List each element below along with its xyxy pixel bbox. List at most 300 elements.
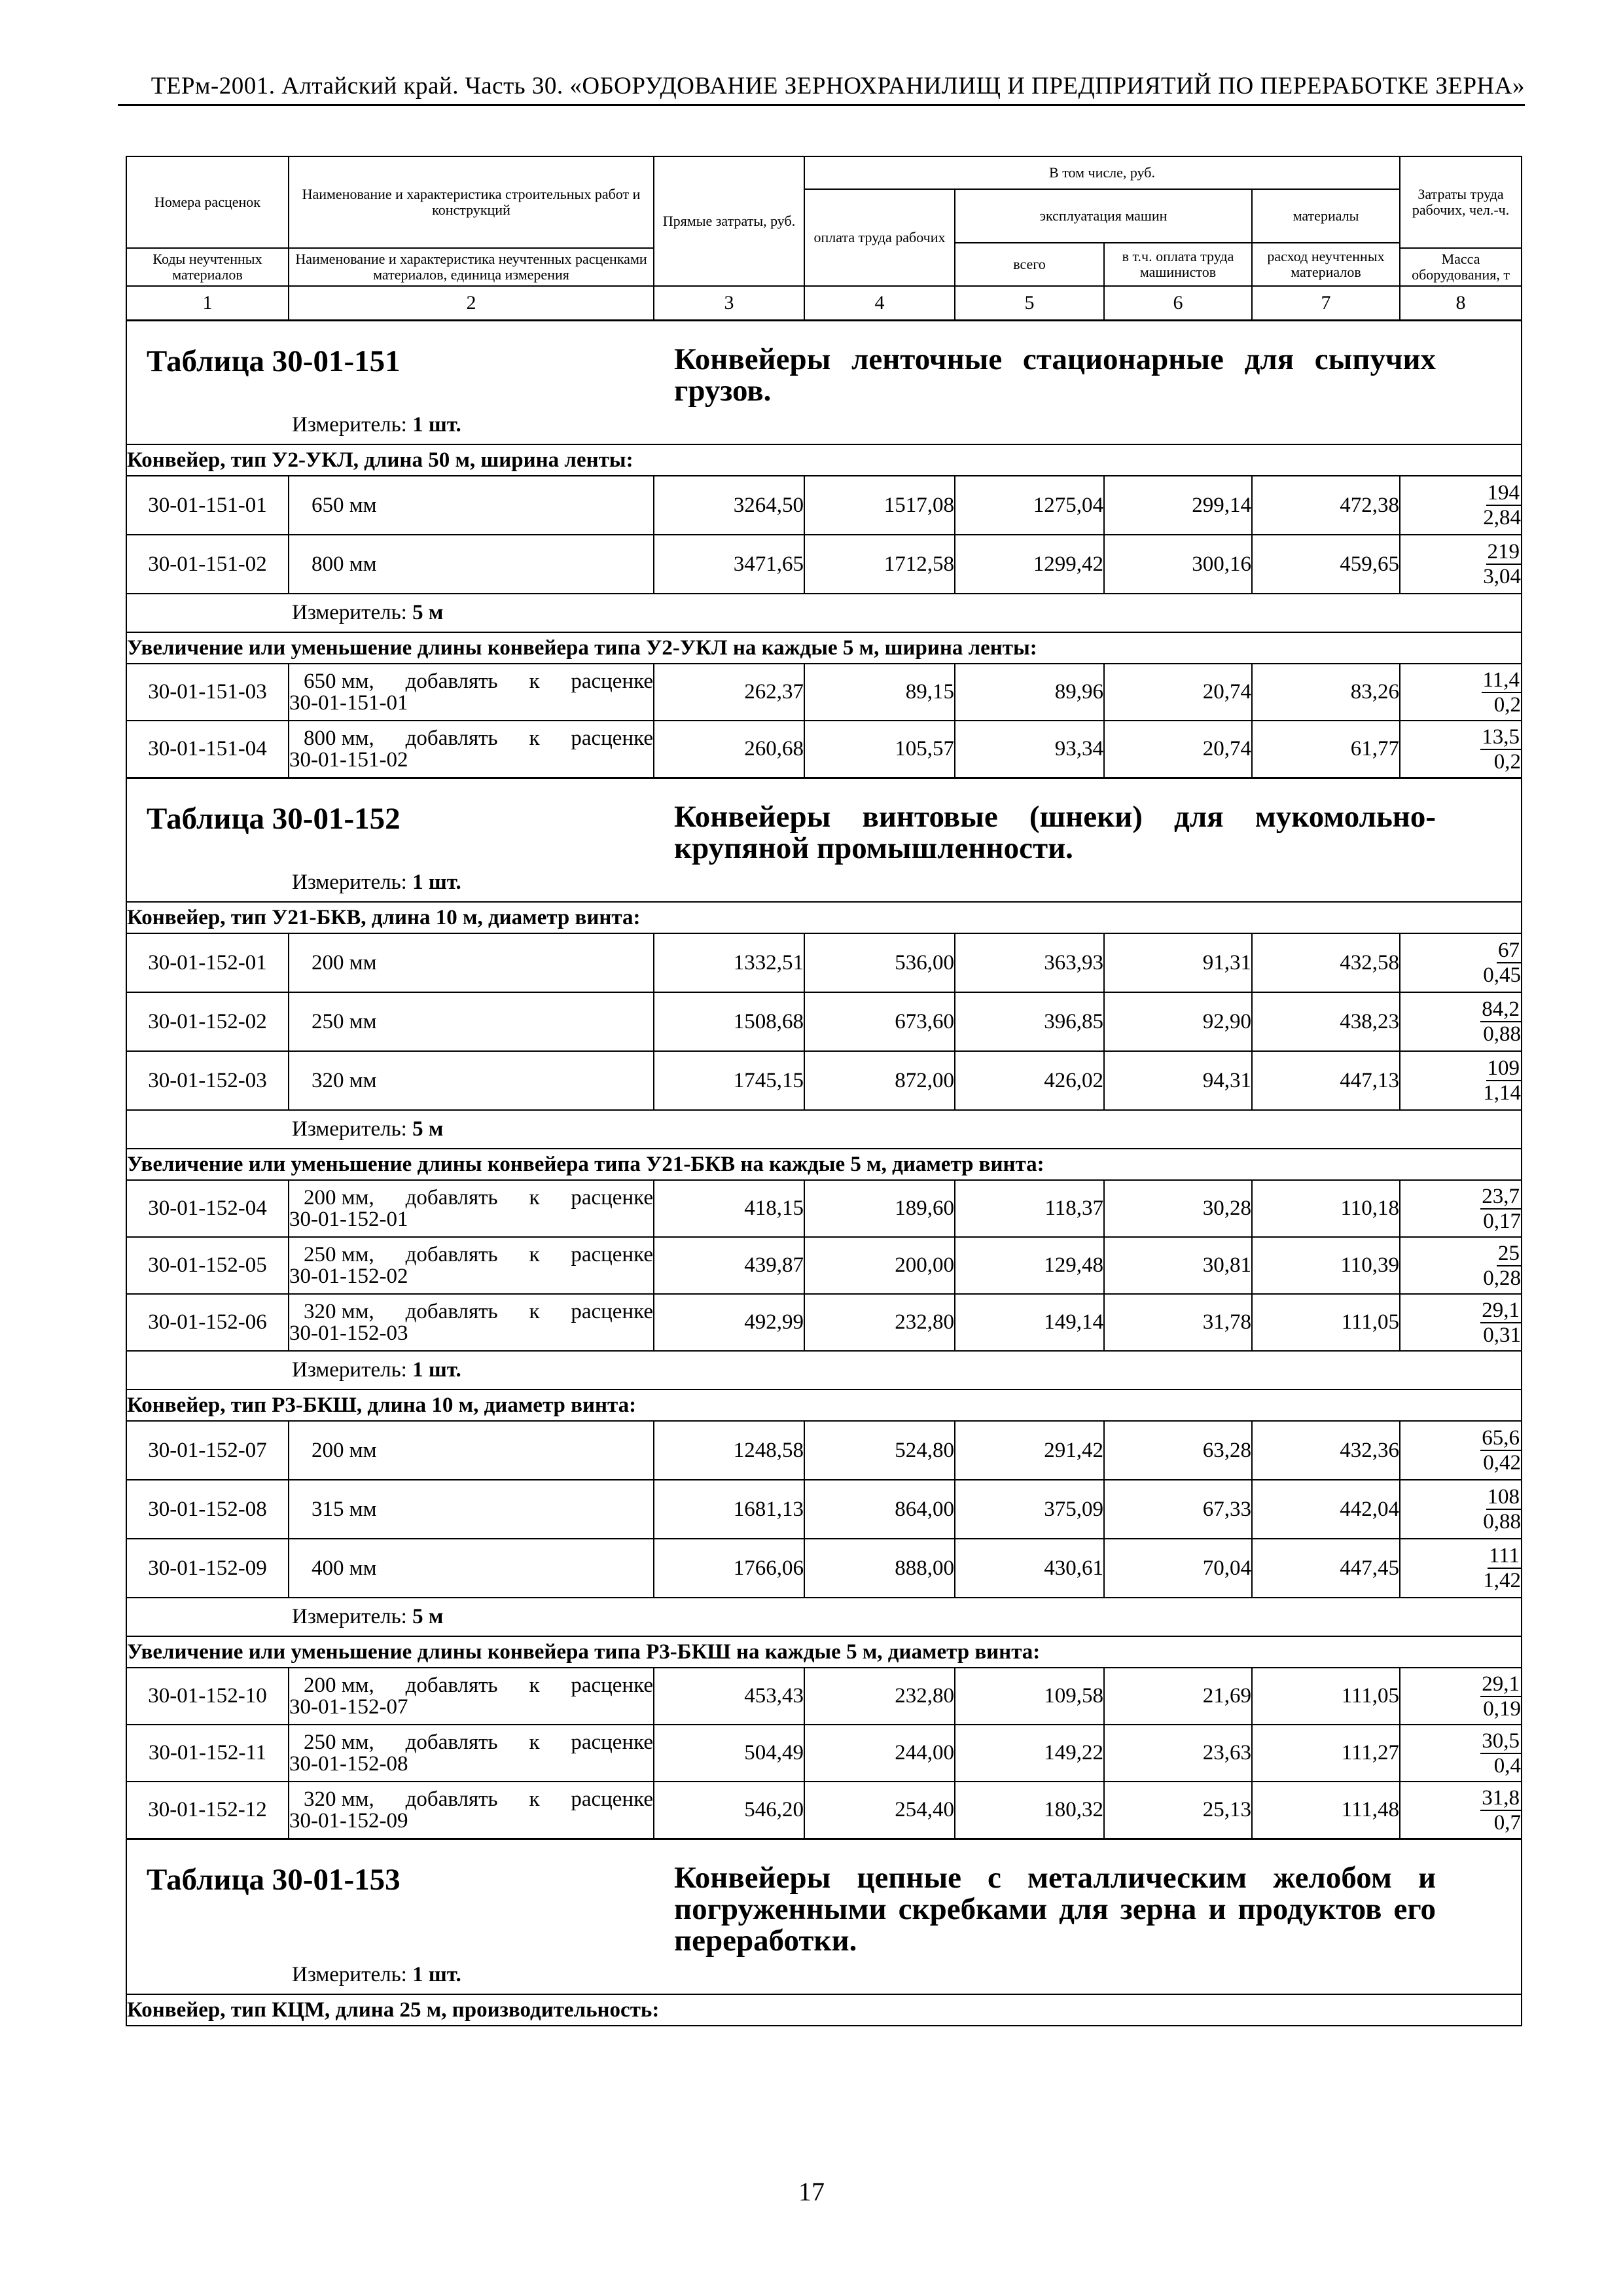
table-row (126, 1180, 1522, 1237)
labor-wage: 89,15 (804, 664, 955, 721)
meter-value: 1 шт. (412, 1358, 461, 1382)
work-name: 315 мм (289, 1480, 654, 1539)
materials-cost: 111,05 (1252, 1294, 1400, 1351)
labor-wage: 888,00 (804, 1539, 955, 1598)
rate-code: 30-01-151-02 (126, 535, 289, 594)
direct-cost: 1508,68 (654, 992, 804, 1051)
rate-code: 30-01-152-12 (126, 1782, 289, 1839)
rate-code: 30-01-152-06 (126, 1294, 289, 1351)
group-heading: Конвейер, тип У21-БКВ, длина 10 м, диаметр винта: (126, 902, 1522, 933)
work-name-word: к (529, 1299, 540, 1323)
hdr-work-name: Наименование и характеристика строительных работ и конструкций (289, 156, 654, 248)
machine-cost: 118,37 (955, 1180, 1104, 1237)
labor-wage: 244,00 (804, 1725, 955, 1782)
labor-costs-value: 111 (1488, 1544, 1520, 1568)
meter-row (126, 1598, 1522, 1636)
direct-cost: 262,37 (654, 664, 804, 721)
work-name-line (289, 1187, 653, 1209)
work-name-word: добавлять (405, 1787, 498, 1811)
equipment-mass-value: 0,4 (1493, 1753, 1522, 1778)
rate-code: 30-01-152-04 (126, 1180, 289, 1237)
machine-cost: 109,58 (955, 1668, 1104, 1725)
table-row (126, 721, 1522, 778)
labor-costs-value: 29,1 (1482, 1672, 1520, 1696)
table-row (126, 1539, 1522, 1598)
table-title: Конвейеры винтовые (шнеки) для мукомольно-крупяной промышленности. (674, 800, 1436, 865)
work-name (289, 1237, 654, 1294)
fraction-top-line (1400, 1729, 1521, 1754)
meter-prefix: Измеритель: (292, 601, 413, 624)
machinist-wage: 94,31 (1104, 1051, 1252, 1110)
meter-line (127, 864, 1521, 901)
machine-cost: 93,34 (955, 721, 1104, 778)
table-row (126, 933, 1522, 992)
hdr-labor-costs: Затраты труда рабочих, чел.-ч. (1400, 156, 1522, 248)
meter-prefix: Измеритель: (292, 1117, 413, 1141)
rate-code: 30-01-151-01 (126, 476, 289, 535)
direct-cost: 546,20 (654, 1782, 804, 1839)
labor-wage: 872,00 (804, 1051, 955, 1110)
meter-prefix: Измеритель: (292, 1963, 413, 1986)
hdr-unaccounted-names: Наименование и характеристика неучтенных расценками материалов, единица измерения (289, 248, 654, 286)
labor-mass-fraction (1400, 535, 1522, 594)
fraction-top-line (1400, 1786, 1521, 1811)
materials-cost: 432,36 (1252, 1421, 1400, 1480)
meter-value: 5 м (412, 601, 444, 624)
materials-cost: 447,13 (1252, 1051, 1400, 1110)
work-name-word: расценке (571, 1730, 653, 1754)
machine-cost: 129,48 (955, 1237, 1104, 1294)
labor-wage: 189,60 (804, 1180, 955, 1237)
group-row (126, 902, 1522, 933)
table-row (126, 1480, 1522, 1539)
labor-wage: 1712,58 (804, 535, 955, 594)
materials-cost: 111,27 (1252, 1725, 1400, 1782)
table-row (126, 1782, 1522, 1839)
machine-cost: 1299,42 (955, 535, 1104, 594)
labor-wage: 200,00 (804, 1237, 955, 1294)
running-header: ТЕРм-2001. Алтайский край. Часть 30. «ОБОРУДОВАНИЕ ЗЕРНОХРАНИЛИЩ И ПРЕДПРИЯТИЙ ПО ПЕРЕРАБОТКЕ ЗЕРНА» (118, 72, 1525, 106)
fraction-top-line (1400, 1544, 1521, 1569)
materials-cost: 459,65 (1252, 535, 1400, 594)
labor-costs-value: 108 (1487, 1485, 1520, 1509)
machine-cost: 396,85 (955, 992, 1104, 1051)
work-name-size: 250 мм, (304, 1242, 374, 1266)
work-name-ref: 30-01-151-01 (289, 691, 408, 715)
group-heading: Конвейер, тип КЦМ, длина 25 м, производительность: (126, 1994, 1522, 2026)
equipment-mass-value: 0,17 (1483, 1209, 1522, 1233)
equipment-mass-value: 1,14 (1483, 1081, 1522, 1105)
table-row (126, 992, 1522, 1051)
labor-mass-fraction (1400, 1421, 1522, 1480)
meter-row (126, 1351, 1522, 1390)
labor-wage: 536,00 (804, 933, 955, 992)
machine-cost: 1275,04 (955, 476, 1104, 535)
work-name-ref: 30-01-152-09 (289, 1808, 408, 1833)
labor-mass-fraction (1400, 1180, 1522, 1237)
work-name-word: добавлять (405, 726, 498, 750)
meter-cell (126, 1598, 1522, 1636)
direct-cost: 3471,65 (654, 535, 804, 594)
table-row (126, 535, 1522, 594)
work-name-size: 250 мм, (304, 1730, 374, 1754)
machinist-wage: 92,90 (1104, 992, 1252, 1051)
table-row (126, 1051, 1522, 1110)
machine-cost: 291,42 (955, 1421, 1104, 1480)
materials-cost: 61,77 (1252, 721, 1400, 778)
rate-code: 30-01-152-11 (126, 1725, 289, 1782)
labor-wage: 232,80 (804, 1294, 955, 1351)
page-number: 17 (798, 2177, 825, 2206)
work-name-word: к (529, 1242, 540, 1266)
fraction-top-line (1400, 1485, 1521, 1510)
labor-mass-fraction (1400, 1051, 1522, 1110)
direct-cost: 3264,50 (654, 476, 804, 535)
column-number: 4 (804, 286, 955, 321)
section-heading (127, 321, 1521, 406)
meter-line (127, 1598, 1521, 1636)
fraction-top-line (1400, 1299, 1521, 1323)
labor-costs-value: 219 (1487, 540, 1520, 564)
work-name-line (289, 671, 653, 692)
fraction-top-line (1400, 668, 1521, 693)
labor-wage: 673,60 (804, 992, 955, 1051)
work-name-word: к (529, 726, 540, 750)
labor-mass-fraction (1400, 664, 1522, 721)
group-heading: Увеличение или уменьшение длины конвейера типа У21-БКВ на каждые 5 м, диаметр винта: (126, 1149, 1522, 1180)
fraction-top-line (1400, 1426, 1521, 1451)
hdr-machine-operation: эксплуатация машин (955, 189, 1252, 243)
machinist-wage: 63,28 (1104, 1421, 1252, 1480)
fraction-top-line (1400, 939, 1521, 963)
machinist-wage: 67,33 (1104, 1480, 1252, 1539)
table-body (126, 156, 1522, 2026)
materials-cost: 111,05 (1252, 1668, 1400, 1725)
work-name-word: расценке (571, 1299, 653, 1323)
machinist-wage: 300,16 (1104, 535, 1252, 594)
meter-line (127, 1352, 1521, 1389)
labor-wage: 524,80 (804, 1421, 955, 1480)
rate-code: 30-01-151-04 (126, 721, 289, 778)
hdr-unaccounted-consumption: расход неучтенных материалов (1252, 243, 1400, 286)
work-name: 250 мм (289, 992, 654, 1051)
machinist-wage: 23,63 (1104, 1725, 1252, 1782)
equipment-mass-value: 0,88 (1483, 1510, 1522, 1534)
work-name-word: к (529, 1787, 540, 1811)
column-number: 8 (1400, 286, 1522, 321)
table-label: Таблица 30-01-153 (147, 1863, 401, 1897)
rate-code: 30-01-152-07 (126, 1421, 289, 1480)
materials-cost: 447,45 (1252, 1539, 1400, 1598)
work-name: 320 мм (289, 1051, 654, 1110)
column-number: 6 (1104, 286, 1252, 321)
meter-row (126, 1110, 1522, 1149)
fraction-top-line (1400, 540, 1521, 565)
fraction-top-line (1400, 481, 1521, 506)
work-name-word: к (529, 669, 540, 693)
equipment-mass-value: 0,2 (1493, 692, 1522, 717)
column-number: 1 (126, 286, 289, 321)
machinist-wage: 20,74 (1104, 664, 1252, 721)
rates-table (126, 156, 1522, 2026)
meter-value: 5 м (412, 1605, 444, 1628)
direct-cost: 1248,58 (654, 1421, 804, 1480)
work-name: 400 мм (289, 1539, 654, 1598)
meter-prefix: Измеритель: (292, 413, 413, 437)
equipment-mass-value: 3,04 (1483, 565, 1522, 588)
work-name-word: добавлять (405, 1242, 498, 1266)
work-name-word: добавлять (405, 1299, 498, 1323)
work-name: 800 мм (289, 535, 654, 594)
table-row (126, 1668, 1522, 1725)
materials-cost: 438,23 (1252, 992, 1400, 1051)
machine-cost: 149,14 (955, 1294, 1104, 1351)
rate-code: 30-01-151-03 (126, 664, 289, 721)
hdr-labor-wages: оплата труда рабочих (804, 189, 955, 286)
materials-cost: 442,04 (1252, 1480, 1400, 1539)
work-name-word: добавлять (405, 1673, 498, 1697)
meter-row (126, 594, 1522, 632)
direct-cost: 504,49 (654, 1725, 804, 1782)
labor-wage: 254,40 (804, 1782, 955, 1839)
work-name (289, 1180, 654, 1237)
labor-costs-value: 29,1 (1482, 1298, 1520, 1322)
machine-cost: 426,02 (955, 1051, 1104, 1110)
work-name (289, 721, 654, 778)
machine-cost: 89,96 (955, 664, 1104, 721)
labor-costs-value: 11,4 (1482, 668, 1520, 692)
meter-value: 1 шт. (412, 870, 461, 894)
machine-cost: 149,22 (955, 1725, 1104, 1782)
work-name-size: 800 мм, (304, 726, 374, 750)
meter-cell (126, 594, 1522, 632)
machinist-wage: 21,69 (1104, 1668, 1252, 1725)
fraction-top-line (1400, 1185, 1521, 1210)
labor-mass-fraction (1400, 1539, 1522, 1598)
fraction-top-line (1400, 997, 1521, 1022)
meter-line (127, 406, 1521, 444)
labor-mass-fraction (1400, 1480, 1522, 1539)
group-row (126, 1994, 1522, 2026)
work-name-word: расценке (571, 1787, 653, 1811)
machinist-wage: 30,28 (1104, 1180, 1252, 1237)
hdr-equipment-mass: Масса оборудования, т (1400, 248, 1522, 286)
labor-mass-fraction (1400, 476, 1522, 535)
fraction-top-line (1400, 1242, 1521, 1266)
group-heading: Увеличение или уменьшение длины конвейера типа У2-УКЛ на каждые 5 м, ширина ленты: (126, 632, 1522, 664)
work-name-size: 200 мм, (304, 1673, 374, 1697)
work-name-ref: 30-01-152-03 (289, 1321, 408, 1345)
labor-wage: 105,57 (804, 721, 955, 778)
machinist-wage: 20,74 (1104, 721, 1252, 778)
work-name: 200 мм (289, 933, 654, 992)
labor-costs-value: 25 (1498, 1241, 1520, 1265)
machine-cost: 430,61 (955, 1539, 1104, 1598)
direct-cost: 1745,15 (654, 1051, 804, 1110)
labor-costs-value: 31,8 (1482, 1785, 1520, 1810)
work-name-word: расценке (571, 1185, 653, 1210)
direct-cost: 260,68 (654, 721, 804, 778)
section-row (126, 321, 1522, 445)
labor-mass-fraction (1400, 1668, 1522, 1725)
machinist-wage: 31,78 (1104, 1294, 1252, 1351)
equipment-mass-value: 0,45 (1483, 963, 1522, 987)
meter-cell (126, 1351, 1522, 1390)
work-name-word: расценке (571, 669, 653, 693)
equipment-mass-value: 0,7 (1493, 1810, 1522, 1835)
work-name-word: к (529, 1730, 540, 1754)
work-name-word: добавлять (405, 1730, 498, 1754)
table-label: Таблица 30-01-151 (147, 344, 401, 378)
direct-cost: 492,99 (654, 1294, 804, 1351)
meter-value: 1 шт. (412, 1963, 461, 1986)
meter-cell (126, 1110, 1522, 1149)
fraction-top-line (1400, 1672, 1521, 1697)
work-name (289, 1782, 654, 1839)
rate-code: 30-01-152-02 (126, 992, 289, 1051)
column-number: 7 (1252, 286, 1400, 321)
labor-costs-value: 13,5 (1482, 725, 1520, 749)
fraction-top-line (1400, 1056, 1521, 1081)
rate-code: 30-01-152-09 (126, 1539, 289, 1598)
meter-line (127, 1111, 1521, 1148)
group-row (126, 1149, 1522, 1180)
materials-cost: 111,48 (1252, 1782, 1400, 1839)
section-cell (126, 321, 1522, 445)
table-row (126, 1294, 1522, 1351)
work-name-size: 650 мм, (304, 669, 374, 693)
work-name-line (289, 728, 653, 749)
machinist-wage: 91,31 (1104, 933, 1252, 992)
work-name (289, 1725, 654, 1782)
column-number-row (126, 286, 1522, 321)
work-name (289, 664, 654, 721)
work-name-word: расценке (571, 726, 653, 750)
meter-value: 1 шт. (412, 413, 461, 437)
group-row (126, 1390, 1522, 1421)
equipment-mass-value: 0,88 (1483, 1022, 1522, 1046)
equipment-mass-value: 0,2 (1493, 749, 1522, 774)
labor-mass-fraction (1400, 1294, 1522, 1351)
work-name (289, 1294, 654, 1351)
work-name-size: 200 мм, (304, 1185, 374, 1210)
table-title: Конвейеры ленточные стационарные для сыпучих грузов. (674, 342, 1436, 408)
labor-costs-value: 194 (1487, 481, 1520, 505)
materials-cost: 110,39 (1252, 1237, 1400, 1294)
labor-costs-value: 23,7 (1482, 1184, 1520, 1208)
equipment-mass-value: 0,28 (1483, 1266, 1522, 1290)
rate-code: 30-01-152-05 (126, 1237, 289, 1294)
labor-mass-fraction (1400, 933, 1522, 992)
rate-code: 30-01-152-08 (126, 1480, 289, 1539)
work-name-word: расценке (571, 1242, 653, 1266)
work-name-ref: 30-01-152-07 (289, 1695, 408, 1719)
labor-mass-fraction (1400, 1725, 1522, 1782)
labor-costs-value: 30,5 (1482, 1729, 1520, 1753)
materials-cost: 472,38 (1252, 476, 1400, 535)
labor-wage: 1517,08 (804, 476, 955, 535)
work-name-ref: 30-01-152-01 (289, 1207, 408, 1231)
section-row (126, 1839, 1522, 1995)
table-row (126, 1421, 1522, 1480)
work-name-ref: 30-01-151-02 (289, 747, 408, 772)
direct-cost: 1332,51 (654, 933, 804, 992)
equipment-mass-value: 0,31 (1483, 1323, 1522, 1347)
labor-mass-fraction (1400, 721, 1522, 778)
direct-cost: 453,43 (654, 1668, 804, 1725)
direct-cost: 1766,06 (654, 1539, 804, 1598)
direct-cost: 418,15 (654, 1180, 804, 1237)
group-row (126, 1636, 1522, 1668)
section-cell (126, 778, 1522, 903)
meter-line (127, 1956, 1521, 1994)
table-row (126, 1725, 1522, 1782)
work-name: 200 мм (289, 1421, 654, 1480)
meter-line (127, 594, 1521, 632)
work-name-word: добавлять (405, 669, 498, 693)
work-name-ref: 30-01-152-08 (289, 1751, 408, 1776)
fraction-top-line (1400, 725, 1521, 750)
work-name-word: добавлять (405, 1185, 498, 1210)
labor-mass-fraction (1400, 1237, 1522, 1294)
table-row (126, 476, 1522, 535)
group-heading: Увеличение или уменьшение длины конвейера типа Р3-БКШ на каждые 5 м, диаметр винта: (126, 1636, 1522, 1668)
direct-cost: 439,87 (654, 1237, 804, 1294)
work-name-line (289, 1675, 653, 1696)
work-name-word: к (529, 1185, 540, 1210)
equipment-mass-value: 1,42 (1483, 1569, 1522, 1592)
direct-cost: 1681,13 (654, 1480, 804, 1539)
rate-code: 30-01-152-10 (126, 1668, 289, 1725)
table-row (126, 664, 1522, 721)
machinist-wage: 25,13 (1104, 1782, 1252, 1839)
meter-prefix: Измеритель: (292, 1358, 413, 1382)
hdr-materials: материалы (1252, 189, 1400, 243)
section-heading (127, 1840, 1521, 1956)
group-row (126, 632, 1522, 664)
labor-costs-value: 65,6 (1482, 1426, 1520, 1450)
column-number: 3 (654, 286, 804, 321)
rate-code: 30-01-152-03 (126, 1051, 289, 1110)
machinist-wage: 299,14 (1104, 476, 1252, 535)
group-heading: Конвейер, тип У2-УКЛ, длина 50 м, ширина ленты: (126, 444, 1522, 476)
work-name-line (289, 1732, 653, 1753)
materials-cost: 432,58 (1252, 933, 1400, 992)
labor-costs-value: 84,2 (1482, 997, 1520, 1021)
hdr-rate-numbers: Номера расценок (126, 156, 289, 248)
labor-mass-fraction (1400, 992, 1522, 1051)
labor-mass-fraction (1400, 1782, 1522, 1839)
meter-prefix: Измеритель: (292, 1605, 413, 1628)
work-name-word: к (529, 1673, 540, 1697)
equipment-mass-value: 0,19 (1483, 1696, 1522, 1721)
rate-code: 30-01-152-01 (126, 933, 289, 992)
section-heading (127, 779, 1521, 864)
work-name-size: 320 мм, (304, 1787, 374, 1811)
work-name (289, 1668, 654, 1725)
work-name-line (289, 1789, 653, 1810)
work-name-size: 320 мм, (304, 1299, 374, 1323)
work-name-ref: 30-01-152-02 (289, 1264, 408, 1288)
table-label: Таблица 30-01-152 (147, 802, 401, 836)
hdr-machinist-wages: в т.ч. оплата труда машинистов (1104, 243, 1252, 286)
hdr-including: В том числе, руб. (804, 156, 1400, 189)
labor-wage: 232,80 (804, 1668, 955, 1725)
meter-prefix: Измеритель: (292, 870, 413, 894)
machinist-wage: 70,04 (1104, 1539, 1252, 1598)
hdr-direct-costs: Прямые затраты, руб. (654, 156, 804, 286)
machine-cost: 363,93 (955, 933, 1104, 992)
